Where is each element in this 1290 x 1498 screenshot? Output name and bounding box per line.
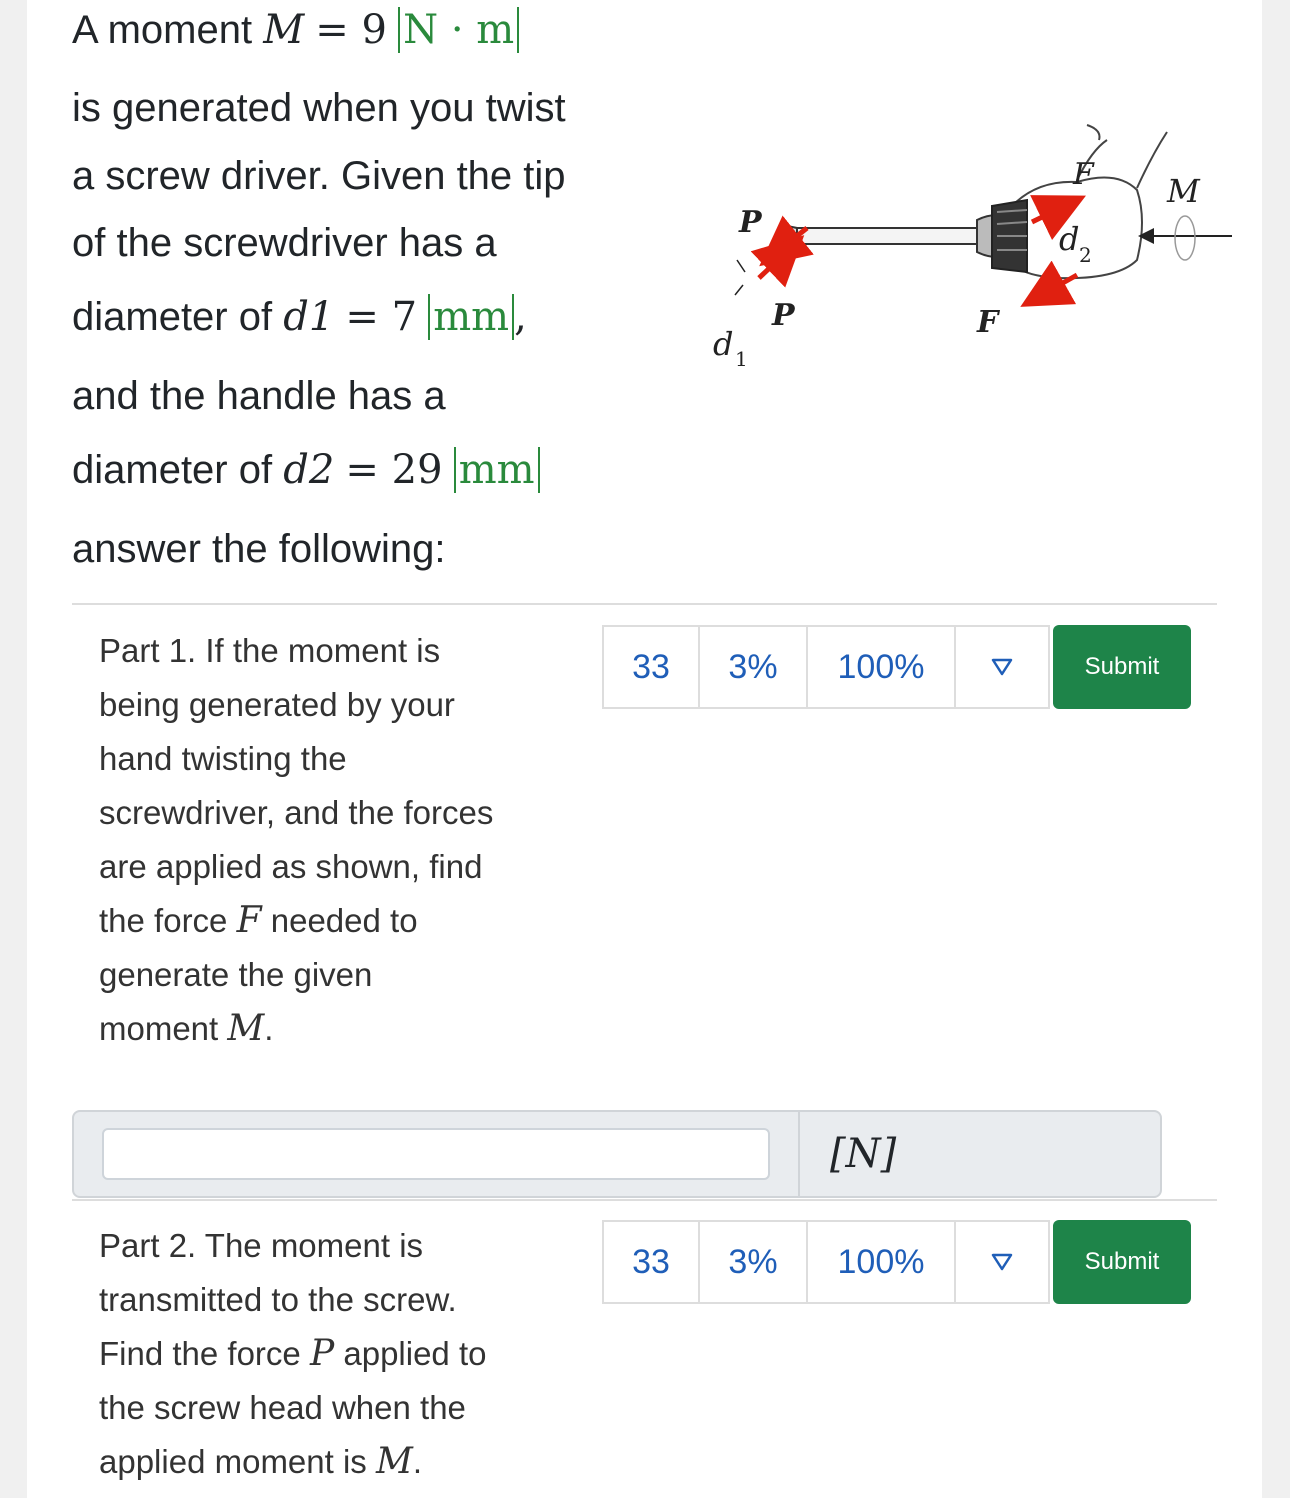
screwdriver-shaft [782,215,1017,257]
triangle-down-icon [991,1253,1013,1271]
statement-line-1: A moment M = 9 N · m [72,10,519,50]
answer-units: [N] [798,1112,1160,1196]
label-m: M [1167,172,1200,210]
statement-line-4: of the screwdriver has a [72,221,497,265]
problem-card [27,0,1262,1498]
statement-line-5: diameter of d1 = 7 mm , [72,294,527,340]
label-p-top: P [739,205,762,240]
score-badge: 100% [806,625,956,709]
dropdown-toggle[interactable] [954,625,1050,709]
label-d1: d [713,325,734,363]
dropdown-toggle[interactable] [954,1220,1050,1304]
statement-line-7: diameter of d2 = 29 mm [72,450,540,490]
statement-line-2: is generated when you twist [72,86,566,130]
d1-units: mm [428,294,514,340]
label-d2-sub: 2 [1079,243,1092,267]
score-badge: 100% [806,1220,956,1304]
screwdriver-diagram [697,110,1237,380]
force-f-bottom-arrow [1029,275,1077,302]
percent-badge: 3% [698,625,808,709]
triangle-down-icon [991,658,1013,676]
part1-answer-input[interactable] [102,1128,770,1180]
part1-stats [602,625,1048,707]
part2-submit-button[interactable]: Submit [1053,1220,1191,1304]
label-p-bottom: P [772,298,795,333]
label-d2: d [1059,220,1080,258]
part1-answer-group [72,1110,1162,1198]
statement-line-6: and the handle has a [72,374,446,418]
statement-line-3: a screw driver. Given the tip [72,154,566,198]
attempts-count: 33 [602,1220,700,1304]
moment-units: N · m [398,7,519,53]
part1-question: Part 1. If the moment is being generated by your hand twisting the screwdriver, and the forces are applied as shown, find the force F needed to generate the given moment M. [99,632,494,1049]
label-f-top: F [1073,157,1094,192]
divider [72,1199,1217,1201]
d1-dimension-mark [737,260,745,272]
part1-submit-button[interactable]: Submit [1053,625,1191,709]
part2-question: Part 2. The moment is transmitted to the screw. Find the force P applied to the screw head when the applied moment is M. [99,1227,487,1482]
d2-units: mm [454,447,540,493]
attempts-count: 33 [602,625,700,709]
divider [72,603,1217,605]
moment-curl-icon [1175,216,1195,260]
label-d1-sub: 1 [735,347,748,371]
percent-badge: 3% [698,1220,808,1304]
force-p-bottom-arrow [759,242,797,278]
statement-line-8: answer the following: [72,527,446,571]
label-f-bottom: F [977,305,999,340]
part2-stats [602,1220,1048,1302]
